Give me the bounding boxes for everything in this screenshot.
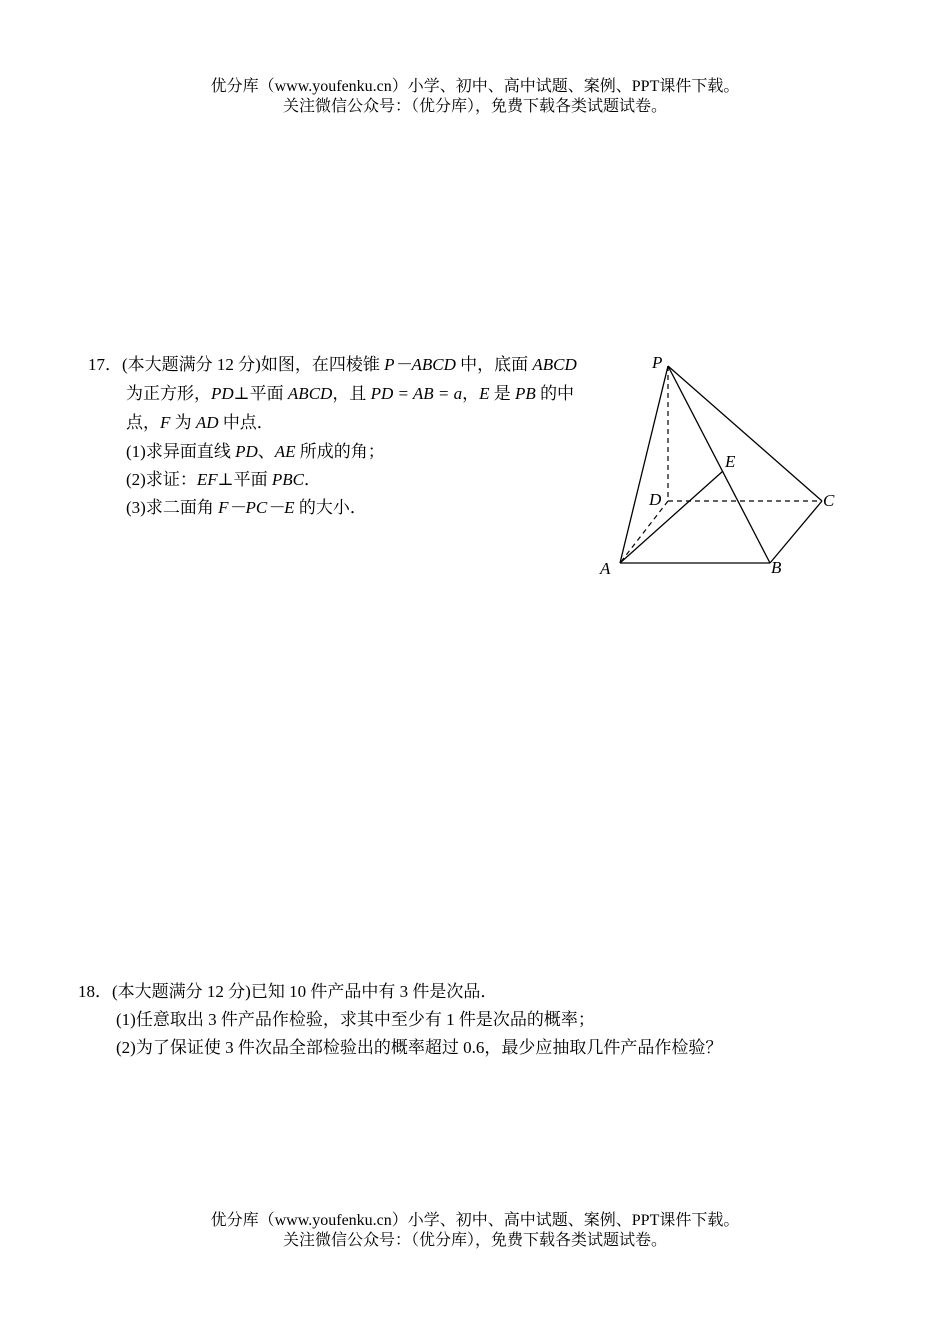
pyramid-figure [590, 348, 850, 588]
edge-BC [770, 501, 822, 563]
header-line-2: 关注微信公众号：（优分库），免费下载各类试题试卷。 [282, 98, 667, 115]
segment-AE [620, 471, 723, 563]
edge-PB [668, 366, 770, 563]
q17-part-2: (2)求证：EF⊥平面 PBC． [126, 470, 321, 489]
q18-number: 18． [78, 982, 112, 1001]
q17-part-3: (3)求二面角 F－PC－E 的大小． [126, 498, 367, 517]
q17-part-1: (1)求异面直线 PD、AE 所成的角； [126, 442, 385, 461]
label-A: A [600, 559, 611, 578]
label-P: P [652, 353, 663, 372]
footer-line-2: 关注微信公众号：（优分库），免费下载各类试题试卷。 [282, 1232, 667, 1249]
label-D: D [649, 490, 662, 509]
footer-line-1: 优分库（www.youfenku.cn）小学、初中、高中试题、案例、PPT课件下载。 [210, 1212, 740, 1229]
q17-line-3: 点，F 为 AD 中点． [126, 413, 274, 432]
header-line-1: 优分库（www.youfenku.cn）小学、初中、高中试题、案例、PPT课件下载。 [210, 78, 740, 95]
edge-PA [620, 366, 668, 563]
q17-number: 17． [88, 355, 122, 374]
label-E: E [725, 452, 736, 471]
q18-line-1: 18．(本大题满分 12 分)已知 10 件产品中有 3 件是次品． [78, 982, 498, 1001]
edge-PC [668, 366, 822, 501]
page-footer [0, 1211, 950, 1251]
q17-line-2: 为正方形，PD⊥平面 ABCD，且 PD = AB = a，E 是 PB 的中 [126, 384, 575, 403]
page-header [0, 77, 950, 117]
q18-part-1: (1)任意取出 3 件产品作检验，求其中至少有 1 件是次品的概率； [116, 1010, 595, 1029]
q18-part-2: (2)为了保证使 3 件次品全部检验出的概率超过 0.6，最少应抽取几件产品作检验？ [116, 1038, 723, 1057]
label-C: C [823, 491, 835, 510]
label-B: B [771, 558, 782, 577]
q17-line-1: 17．(本大题满分 12 分)如图，在四棱锥 P－ABCD 中，底面 ABCD [88, 355, 577, 374]
